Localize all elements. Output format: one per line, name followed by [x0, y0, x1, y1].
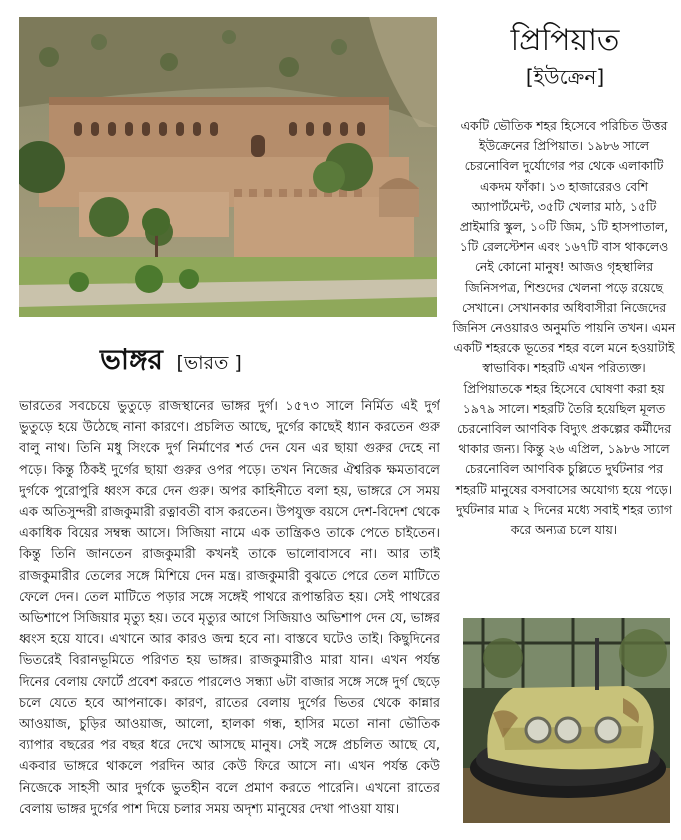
bhangarh-title: ভাঙ্গর: [100, 343, 163, 376]
pripyat-title: প্রিপিয়াত: [510, 23, 620, 58]
bhangarh-article-body: ভারতের সবচেয়ে ভুতুড়ে রাজস্থানের ভাঙ্গর দুর্গ। ১৫৭৩ সালে নির্মিত এই দুর্গ ভুতুড়ে হয়ে উঠেছে নানা কারণে। প্রচলিত আছে, দুর্গের কাছেই ধ্যান করতেন গুরু বালু নাথ। তিনি মধু সিংকে দুর্গ নির্মাণের শর্ত দেন যেন এর ছায়া গুরুর দেহে না পড়ে। কিন্তু ঠিকই দুর্গের ছায়া গুরুর ওপর পড়ে। তখন নিজের ঐশ্বরিক ক্ষমতাবলে দুর্গকে পুরোপুরি ধ্বংস করে দেন গুরু। অপর কাহিনীতে বলা হয়, ভাঙ্গরে সে সময় এক অতিসুন্দরী রাজকুমারী রত্নাবতী বাস করতেন। উপযুক্ত বয়সে দেশ-বিদেশ থেকে একাধিক বিয়ের সম্বন্ধ আসে। সিজিয়া নামে এক তান্ত্রিকও তাকে পেতে চাইতেন। কিন্তু তিনি জানতেন রাজকুমারী কখনই তাকে ভালোবাসবে না। আর তাই রাজকুমারীর তেলের সঙ্গে মিশিয়ে দেন মন্ত্র। রাজকুমারী বুঝতে পেরে তেল মাটিতে ফেলে দেন। তেল মাটিতে পড়ার সঙ্গে সঙ্গেই পাথরে রূপান্তরিত হয়। সেই পাথরের অভিশাপে সিজিয়ার মৃত্যু হয়। তবে মৃত্যুর আগে সিজিয়াও অভিশাপ দেন যে, ভাঙ্গর ধ্বংস হয়ে যাবে। এখানে আর কারও জন্ম হবে না। বাস্তবে ঘটেও তাই। কিছুদিনের ভিতরেই বিরানভূমিতে পরিণত হয় ভাঙ্গর। রাজকুমারীও মারা যান। এখন পর্যন্ত দিনের বেলায় ফোর্টে প্রবেশ করতে পারলেও সন্ধ্যা ৬টা বাজার সঙ্গে সঙ্গে দুর্গ ছেড়ে চলে যেতে হবে আপনাকে। কারণ, রাতের বেলায় দুর্গের ভিতর থেকে কান্নার আওয়াজ, চুড়ির আওয়াজ, আলো, হালকা গন্ধ, হাসির মতো নানা ভৌতিক ব্যাপার বছরের পর বছর ধরে দেখে আসছে মানুষ। সেই সঙ্গে প্রচলিত আছে যে, একবার ভাঙ্গরে থাকলে পরদিন আর কেউ ফিরে আসে না। এখন পর্যন্ত কেউ নিজেকে সাহসী আর দুর্গকে ভুতহীন বলে প্রমাণ করতে পারেনি। এখনো রাতের বেলায় ভাঙ্গর দুর্গের পাশ দিয়ে চলার সময় অদৃশ্য মানুষের দেখা পাওয়া যায়।: [19, 399, 440, 817]
bhangarh-heading: [100, 338, 360, 378]
pripyat-region: [ইউক্রেন]: [525, 65, 605, 89]
pripyat-bumper-car-photo: [463, 618, 670, 823]
bhangarh-region: [ভারত ]: [176, 352, 242, 374]
bhangarh-fort-photo: [19, 17, 437, 317]
pripyat-article-body: একটি ভৌতিক শহর হিসেবে পরিচিত উত্তর ইউক্রেনের প্রিপিয়াত। ১৯৮৬ সালে চেরনোবিল দুর্যোগের পর থেকে এলাকাটি একদম ফাঁকা। ১৩ হাজারেরও বেশি অ্যাপার্টমেন্ট, ৩৫টি খেলার মাঠ, ১৫টি প্রাইমারি স্কুল, ১০টি জিম, ১টি হাসপাতাল, ১টি রেলস্টেশন এবং ১৬৭টি বাস থাকলেও নেই কোনো মানুষ! আজও গৃহস্থালির জিনিসপত্র, শিশুদের খেলনা পড়ে রয়েছে সেখানে। সেখানকার অধিবাসীরা নিজেদের জিনিস নেওয়ারও অনুমতি পায়নি তখন। এমন একটি শহরকে ভূতের শহর বলে মনে হওয়াটাই স্বাভাবিক। শহরটি এখন পরিত্যক্ত। প্রিপিয়াতকে শহর হিসেবে ঘোষণা করা হয় ১৯৭৯ সালে। শহরটি তৈরি হয়েছিল মূলত চেরনোবিল আণবিক বিদ্যুৎ প্রকল্পের কর্মীদের থাকার জন্য। কিন্তু ২৬ এপ্রিল, ১৯৮৬ সালে চেরনোবিল আণবিক চুল্লিতে দুর্ঘটনার পর শহরটি মানুষের বসবাসের অযোগ্য হয়ে পড়ে। দুর্ঘটনার মাত্র ২ দিনের মধ্যে সবাই শহর ত্যাগ করে অন্যত্র চলে যায়।: [452, 118, 676, 538]
